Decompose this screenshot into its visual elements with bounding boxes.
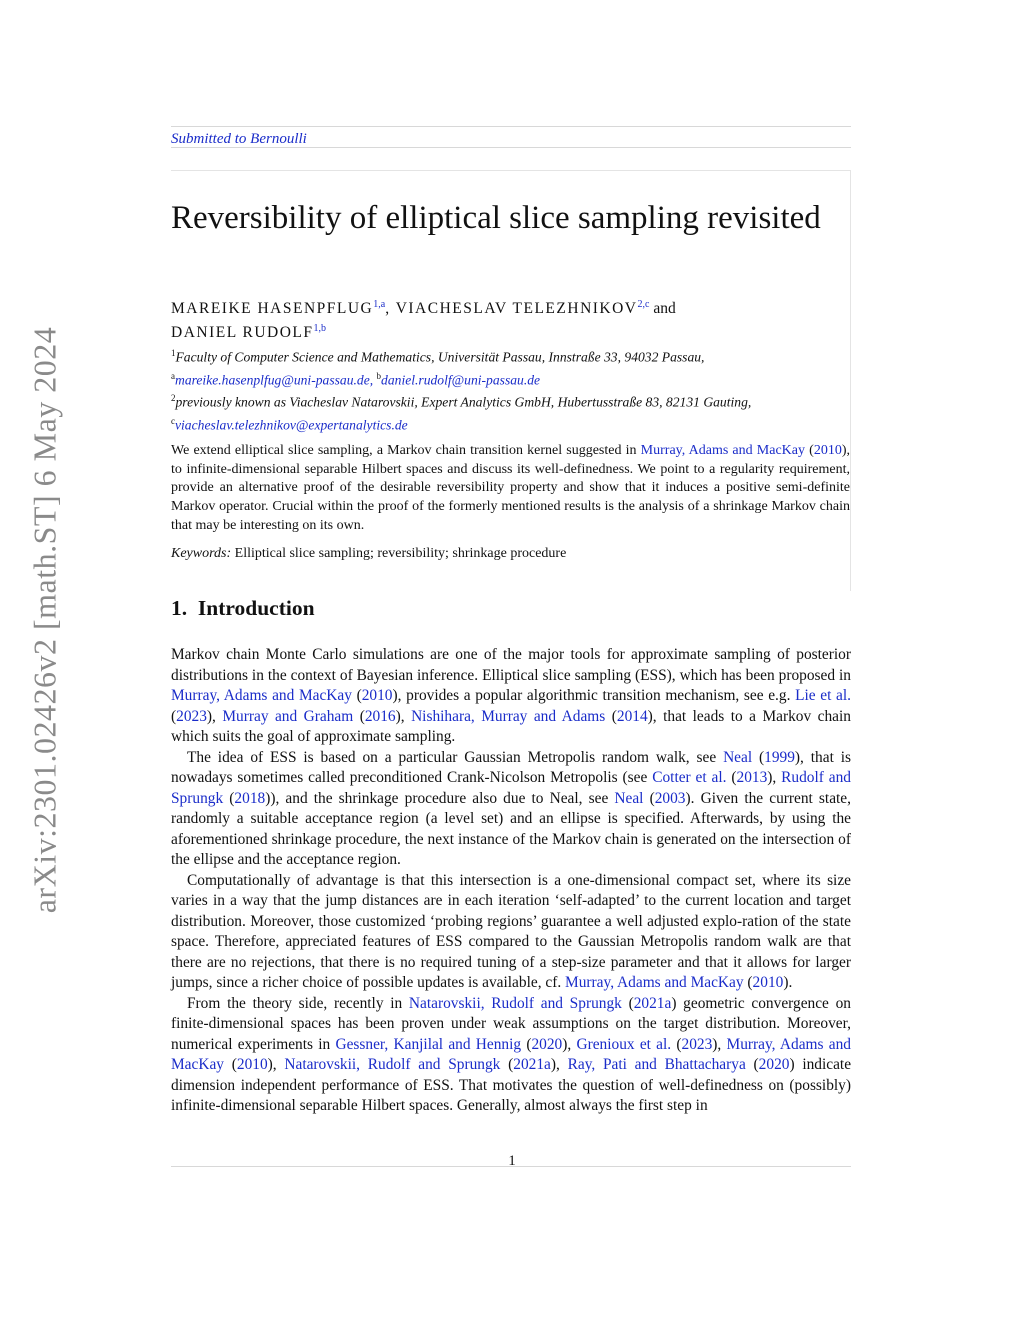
author-name: MAREIKE HASENPFLUG	[171, 300, 374, 318]
email-link[interactable]: daniel.rudolf@uni-passau.de	[381, 372, 541, 388]
body-text-run: ),	[267, 1056, 285, 1073]
body-text-run: (	[521, 1035, 532, 1053]
body-text-run: ),	[712, 1035, 727, 1053]
body-text-run: ) geometric convergence on finite-dimensional spaces has been proven under weak assumptions on the target distribution. Moreover, numerical experiments in	[171, 994, 851, 1053]
body-text-run: (	[224, 1056, 237, 1073]
email-marker: b	[376, 370, 382, 381]
citation-link[interactable]: Gessner, Kanjilal and Hennig	[335, 1035, 522, 1053]
body-text-run: ),	[550, 1056, 568, 1073]
journal-name[interactable]: Submitted to Bernoulli	[171, 131, 307, 147]
citation-link[interactable]: Natarovskii, Rudolf and Sprungk	[408, 994, 622, 1012]
body-text-run: Markov chain Monte Carlo simulations are one of the major tools for approximate sampling of posterior distributions in the context of Bayesian inference. Elliptical slice sampling (ESS), which has been proposed in	[171, 646, 851, 684]
body-text-run: ), provides a popular algorithmic transition mechanism, see e.g.	[392, 687, 796, 704]
citation-link[interactable]: Murray, Adams and MacKay	[171, 687, 352, 704]
citation-link[interactable]: Grenioux et al.	[576, 1035, 672, 1053]
body-text-run: (	[643, 789, 655, 807]
keywords	[171, 546, 850, 562]
body-text-run: (	[500, 1056, 514, 1073]
citation-year-link[interactable]: 2014	[616, 707, 648, 725]
arxiv-identifier: arXiv:2301.02426v2 [math.ST] 6 May 2024	[26, 326, 63, 914]
paragraph	[171, 748, 851, 871]
header-rule-top	[171, 126, 851, 127]
section-number: 1.	[171, 596, 188, 620]
author-conjunction: and	[649, 300, 676, 318]
body-text-run: ). Given the current state, randomly a suitable acceptance region (a level set) and an ellipse is specified. Afterwards, by using the aforementioned shrinkage procedure, the next instance of the Markov chain is generated on the intersection of the ellipse and the acceptance region.	[171, 789, 851, 868]
citation-link[interactable]: Neal	[614, 789, 644, 807]
author-affil-ref[interactable]: 1,b	[313, 323, 326, 335]
affiliation-line	[171, 367, 851, 390]
paragraph	[171, 994, 851, 1117]
affiliation-line	[171, 412, 851, 435]
body-text-run: (	[353, 707, 365, 725]
citation-year-link[interactable]: 1999	[764, 748, 795, 766]
body-text-run: The idea of ESS is based on a particular Gaussian Metropolis random walk, see	[187, 748, 724, 766]
abstract	[171, 442, 850, 536]
affiliation-line	[171, 389, 851, 412]
abstract-text: ), to infinite-dimensional separable Hilbert spaces and discuss its well-definedness. We point to a regularity requirement, provide an alternative proof of the desirable reversibility property and show that it induces a positive semi-definite Markov operator. Crucial within the proof of the formerly mentioned results is the analysis of a shrinkage Markov chain that may be interesting on its own.	[171, 443, 850, 533]
body-text-run: (	[726, 769, 737, 786]
citation-year-link[interactable]: 2010	[236, 1056, 268, 1073]
affiliations	[171, 344, 851, 434]
section-heading	[171, 596, 315, 621]
citation-year-link[interactable]: 2020	[758, 1056, 790, 1073]
abstract-text: (	[805, 443, 814, 458]
body-text-run: ), that leads to a Markov chain which suits the goal of approximate sampling.	[171, 707, 851, 745]
citation-link[interactable]: Murray and Graham	[222, 707, 354, 725]
body-text-run: (	[223, 789, 235, 807]
citation-year-link[interactable]: 2003	[654, 789, 686, 807]
body-text-run: (	[605, 707, 617, 725]
citation-link[interactable]: Natarovskii, Rudolf and Sprungk	[284, 1056, 501, 1073]
body-text-run: Computationally of advantage is that this intersection is a one-dimensional compact set, where its size varies in a way that the jump distances are in each iteration ‘self-adapted’ to the current location and target distribution. Moreover, those customized ‘probing regions’ guarantee a well adjusted explo-ration of the state space. Therefore, appreciated features of ESS compared to the Gaussian Metropolis random walk are that there are no rejections, that there is no required tuning of a step-size parameter and that it allows for larger jumps, since a richer choice of possible updates is available, cf.	[171, 871, 851, 991]
citation-link[interactable]: Ray, Pati and Bhattacharya	[567, 1056, 746, 1073]
paragraph	[171, 645, 851, 748]
arxiv-stamp	[0, 300, 90, 1020]
citation-link[interactable]: Murray, Adams and MacKay	[640, 443, 805, 458]
citation-year-link[interactable]: 2023	[681, 1035, 713, 1053]
body-text-run: From the theory side, recently in	[187, 994, 409, 1012]
affiliation-marker: 1	[171, 348, 176, 358]
header-rule-bottom	[171, 147, 851, 148]
citation-link[interactable]: Rudolf and Sprungk	[171, 769, 852, 807]
citation-link[interactable]: Murray, Adams and MacKay	[565, 974, 744, 991]
keywords-label: Keywords:	[171, 546, 232, 561]
keywords-text: Elliptical slice sampling; reversibility; shrinkage procedure	[231, 546, 567, 561]
page-number: 1	[508, 1153, 516, 1169]
body-text-run: ) indicate dimension independent performance of ESS. That motivates the question of well-definedness on (possibly) infinite-dimensional separable Hilbert spaces. Generally, almost always the first step in	[171, 1056, 852, 1114]
author-list	[171, 295, 831, 343]
author-affil-ref[interactable]: 1,a	[373, 299, 386, 310]
citation-year-link[interactable]: 2021a	[513, 1056, 551, 1073]
body-text-run: (	[745, 1056, 759, 1073]
affiliation-marker: 2	[171, 393, 176, 404]
citation-year-link[interactable]: 2020	[531, 1035, 563, 1053]
affiliation-text: previously known as Viacheslav Natarovskii, Expert Analytics GmbH, Hubertusstraße 83, 82131 Gauting,	[175, 394, 752, 410]
citation-link[interactable]: Lie et al.	[795, 687, 851, 704]
citation-link[interactable]: Cotter et al.	[652, 769, 727, 786]
paragraph	[171, 871, 851, 994]
citation-year-link[interactable]: 2018	[234, 789, 266, 807]
citation-year-link[interactable]: 2010	[813, 443, 842, 458]
section-title: Introduction	[197, 596, 315, 620]
email-marker: c	[171, 415, 175, 426]
body-text-run: (	[752, 748, 765, 766]
citation-year-link[interactable]: 2010	[752, 974, 784, 991]
body-text-run: (	[171, 707, 177, 725]
abstract-text: We extend elliptical slice sampling, a Markov chain transition kernel suggested in	[171, 443, 641, 458]
author-affil-ref[interactable]: 2,c	[637, 299, 650, 310]
citation-year-link[interactable]: 2010	[361, 687, 393, 704]
body-text-run: (	[351, 687, 362, 704]
body-text-run: ),	[562, 1035, 577, 1053]
paper-title: Reversibility of elliptical slice sampling revisited	[171, 200, 821, 236]
body-text-run: )), and the shrinkage procedure also due to Neal, see	[265, 789, 615, 807]
citation-year-link[interactable]: 2013	[736, 769, 768, 786]
journal-link[interactable]	[171, 131, 307, 148]
body-text-run: ),	[395, 707, 412, 725]
affiliation-text: Faculty of Computer Science and Mathematics, Universität Passau, Innstraße 33, 94032 Passau,	[175, 349, 705, 365]
citation-year-link[interactable]: 2016	[364, 707, 396, 725]
body-text-run: (	[743, 974, 753, 991]
body-text-run: (	[671, 1035, 682, 1053]
body-text-run: ),	[206, 707, 223, 725]
author-separator: ,	[385, 300, 396, 318]
email-link[interactable]: viacheslav.telezhnikov@expertanalytics.de	[175, 417, 408, 433]
citation-link[interactable]: Nishihara, Murray and Adams	[411, 707, 606, 725]
body-text-run: ), that is nowadays sometimes called preconditioned Crank-Nicolson Metropolis (see	[171, 748, 851, 786]
body-text	[171, 645, 851, 1117]
body-text-run: ).	[783, 974, 793, 991]
email-link[interactable]: mareike.hasenplfug@uni-passau.de,	[175, 372, 374, 388]
author-name: VIACHESLAV TELEZHNIKOV	[395, 300, 638, 318]
author-name: DANIEL RUDOLF	[171, 324, 314, 342]
citation-link[interactable]: Neal	[723, 748, 753, 766]
body-text-run: (	[621, 994, 634, 1012]
email-marker: a	[171, 370, 175, 381]
citation-year-link[interactable]: 2021a	[633, 994, 672, 1012]
citation-year-link[interactable]: 2023	[176, 707, 207, 725]
citation-link[interactable]: Murray, Adams and MacKay	[171, 1035, 851, 1073]
body-text-run: ),	[767, 769, 782, 786]
affiliation-line	[171, 344, 851, 367]
